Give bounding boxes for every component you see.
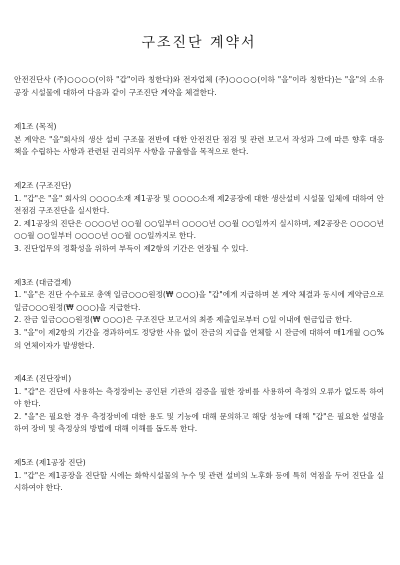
article-heading: 제1조 (목적) xyxy=(14,122,57,132)
article-paragraph: 1. "을"은 진단 수수료로 총액 일금○○○원정(₩ ○○○)을 "갑"에게 지급하며 본 계약 체결과 동시에 계약금으로 일금○○○원정(₩ ○○○)을 지급한다. xyxy=(14,290,384,312)
article-paragraph: 2. 제1공장의 진단은 ○○○○년 ○○월 ○○일부터 ○○○○년 ○○월 ○○일까지 실시하며, 제2공장은 ○○○○년 ○○월 ○○일부터 ○○○○년 ○○월 ○○일까지로 한다. xyxy=(14,218,384,241)
article-4 xyxy=(14,373,384,436)
article-1 xyxy=(14,121,384,159)
article-paragraph: 1. "갑"은 제1공장을 진단할 시에는 화학시설물의 누수 및 관련 설비의 노후화 등에 특히 역점을 두어 진단을 실시하여야 한다. xyxy=(14,470,384,493)
article-paragraph: 3. "을"이 제2항의 기간을 경과하여도 정당한 사유 없이 잔금의 지급을 연체할 시 잔금에 대하여 매1개월 ○○%의 연체이자가 발생한다. xyxy=(14,327,384,350)
article-3 xyxy=(14,277,384,353)
article-heading: 제2조 (구조진단) xyxy=(14,180,72,190)
article-paragraph: 2. 잔금 일금○○○원정(₩ ○○○)은 구조진단 보고서의 최종 제출일로부터 ○일 이내에 현금입금 한다. xyxy=(14,315,353,325)
article-heading: 제3조 (대금결제) xyxy=(14,277,72,287)
article-2 xyxy=(14,180,384,256)
article-paragraph: 1. "갑"은 진단에 사용하는 측정장비는 공인된 기관의 검증을 필한 장비를 사용하여 측정의 오류가 없도록 하여야 한다. xyxy=(14,386,384,409)
article-paragraph: 1. "갑"은 "을" 회사의 ○○○○소재 제1공장 및 ○○○○소재 제2공장에 대한 생산설비 시설물 일체에 대하여 안전점검 구조진단을 실시한다. xyxy=(14,193,384,216)
article-paragraph: 3. 진단업무의 정확성을 위하여 부득이 제2항의 기간은 연장될 수 있다. xyxy=(14,243,249,253)
article-paragraph: 본 계약은 "을"회사의 생산 설비 구조물 전반에 대한 안전진단 점검 및 관련 보고서 작성과 그에 따른 향후 대응책을 수립하는 사항과 관련된 권리의무 사항을 규율함을 목적으로 한다. xyxy=(14,134,384,157)
article-heading: 제5조 (제1공장 진단) xyxy=(14,458,86,468)
article-paragraph: 2. "을"은 필요한 경우 측정장비에 대한 용도 및 기능에 대해 문의하고 해당 성능에 대해 "갑"은 필요한 설명을 하여 장비 및 측정상의 방법에 대해 이해를 돕도록 한다. xyxy=(14,411,384,434)
document-title: 구조진단 계약서 xyxy=(141,35,257,51)
article-5 xyxy=(14,457,384,495)
intro-paragraph: 안전진단사 (주)○○○○(이하 "갑"이라 칭한다)와 전자업체 (주)○○○○(이하 "을"이라 칭한다)는 "을"의 소유 공장 시설물에 대하여 다음과 같이 구조진단 계약을 체결한다. xyxy=(14,75,384,97)
article-heading: 제4조 (진단장비) xyxy=(14,374,72,384)
